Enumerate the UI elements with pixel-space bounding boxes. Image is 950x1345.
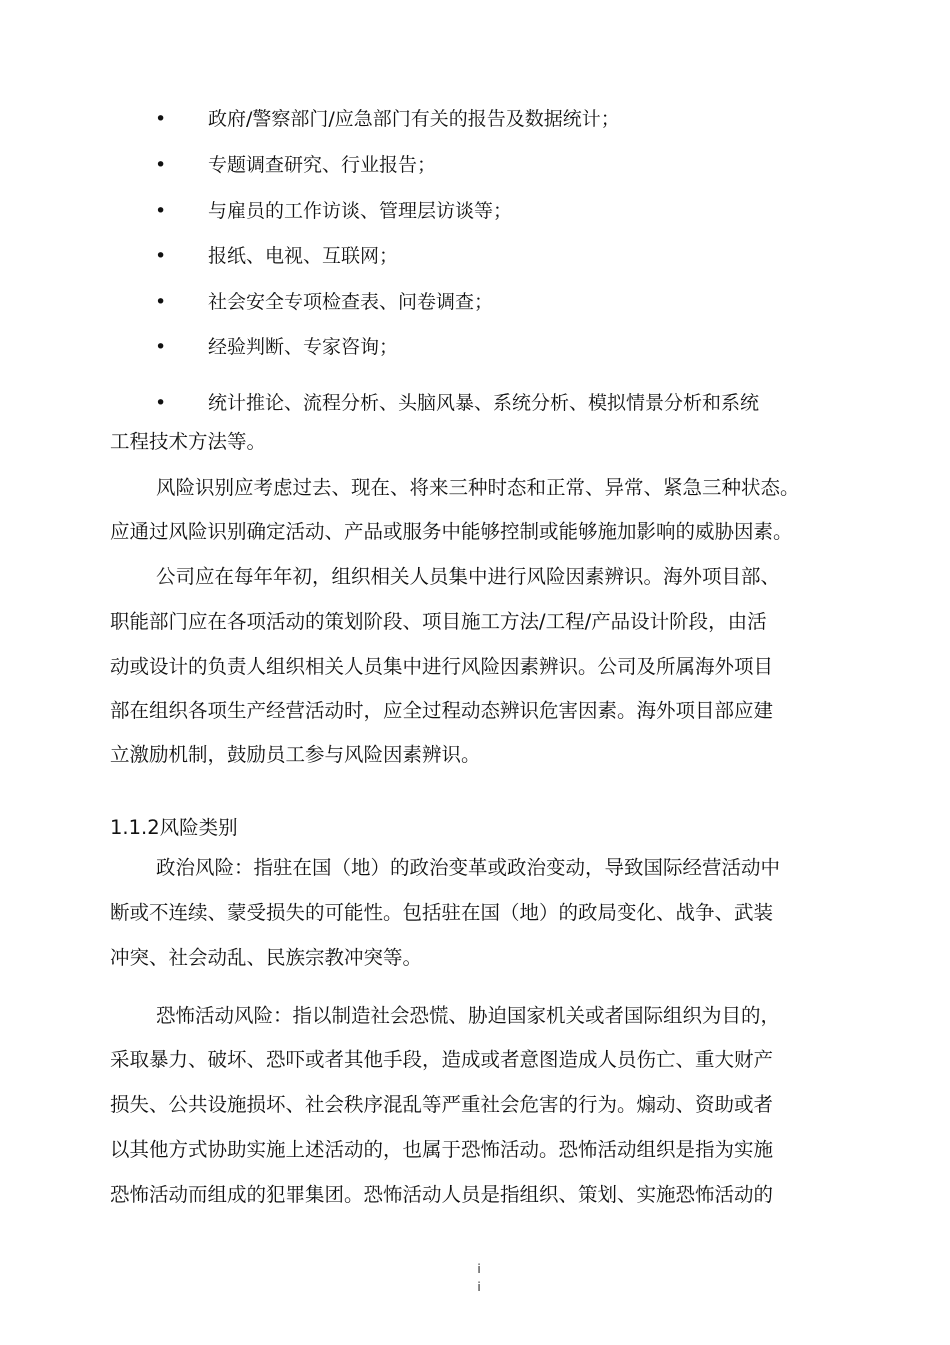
paragraph-line: 公司应在每年年初，组织相关人员集中进行风险因素辨识。海外项目部、 <box>156 565 781 588</box>
paragraph-line: 采取暴力、破坏、恐吓或者其他手段，造成或者意图造成人员伤亡、重大财产 <box>110 1048 774 1071</box>
paragraph-line: 冲突、社会动乱、民族宗教冲突等。 <box>110 946 423 969</box>
bullet-text: 经验判断、专家咨询； <box>208 336 399 358</box>
bullet-dot: • <box>155 154 167 176</box>
bullet-text: 社会安全专项检查表、问卷调查； <box>208 291 494 313</box>
paragraph-line: 动或设计的负责人组织相关人员集中进行风险因素辨识。公司及所属海外项目 <box>110 655 774 678</box>
paragraph-line: 立激励机制，鼓励员工参与风险因素辨识。 <box>110 743 481 766</box>
paragraph-line: 恐怖活动而组成的犯罪集团。恐怖活动人员是指组织、策划、实施恐怖活动的 <box>110 1183 774 1206</box>
bullet-text: 与雇员的工作访谈、管理层访谈等； <box>208 200 513 222</box>
paragraph-line: 职能部门应在各项活动的策划阶段、项目施工方法/工程/产品设计阶段，由活 <box>110 610 767 633</box>
bullet-text: 政府/警察部门/应急部门有关的报告及数据统计； <box>208 108 620 130</box>
page-number: i <box>477 1262 481 1276</box>
bullet-dot: • <box>155 200 167 222</box>
bullet-text: 统计推论、流程分析、头脑风暴、系统分析、模拟情景分析和系统 <box>208 392 760 414</box>
paragraph-line: 以其他方式协助实施上述活动的，也属于恐怖活动。恐怖活动组织是指为实施 <box>110 1138 774 1161</box>
paragraph-line: 政治风险：指驻在国（地）的政治变革或政治变动，导致国际经营活动中 <box>156 856 781 879</box>
bullet-dot: • <box>155 245 167 267</box>
paragraph-line: 恐怖活动风险：指以制造社会恐慌、胁迫国家机关或者国际组织为目的， <box>156 1004 781 1027</box>
bullet-text: 报纸、电视、互联网； <box>208 245 399 267</box>
page-number: i <box>477 1280 481 1294</box>
bullet-dot: • <box>155 336 167 358</box>
bullet-text: 专题调查研究、行业报告； <box>208 154 437 176</box>
paragraph-line: 风险识别应考虑过去、现在、将来三种时态和正常、异常、紧急三种状态。 <box>156 476 800 499</box>
bullet-dot: • <box>155 392 167 414</box>
paragraph-line: 损失、公共设施损坏、社会秩序混乱等严重社会危害的行为。煽动、资助或者 <box>110 1093 774 1116</box>
bullet-dot: • <box>155 291 167 313</box>
bullet-dot: • <box>155 108 167 130</box>
paragraph-line: 部在组织各项生产经营活动时，应全过程动态辨识危害因素。海外项目部应建 <box>110 699 774 722</box>
paragraph-line: 断或不连续、蒙受损失的可能性。包括驻在国（地）的政局变化、战争、武装 <box>110 901 774 924</box>
bullet-continuation: 工程技术方法等。 <box>110 430 267 453</box>
section-heading: 1.1.2风险类别 <box>110 816 238 839</box>
paragraph-line: 应通过风险识别确定活动、产品或服务中能够控制或能够施加影响的威胁因素。 <box>110 520 793 543</box>
